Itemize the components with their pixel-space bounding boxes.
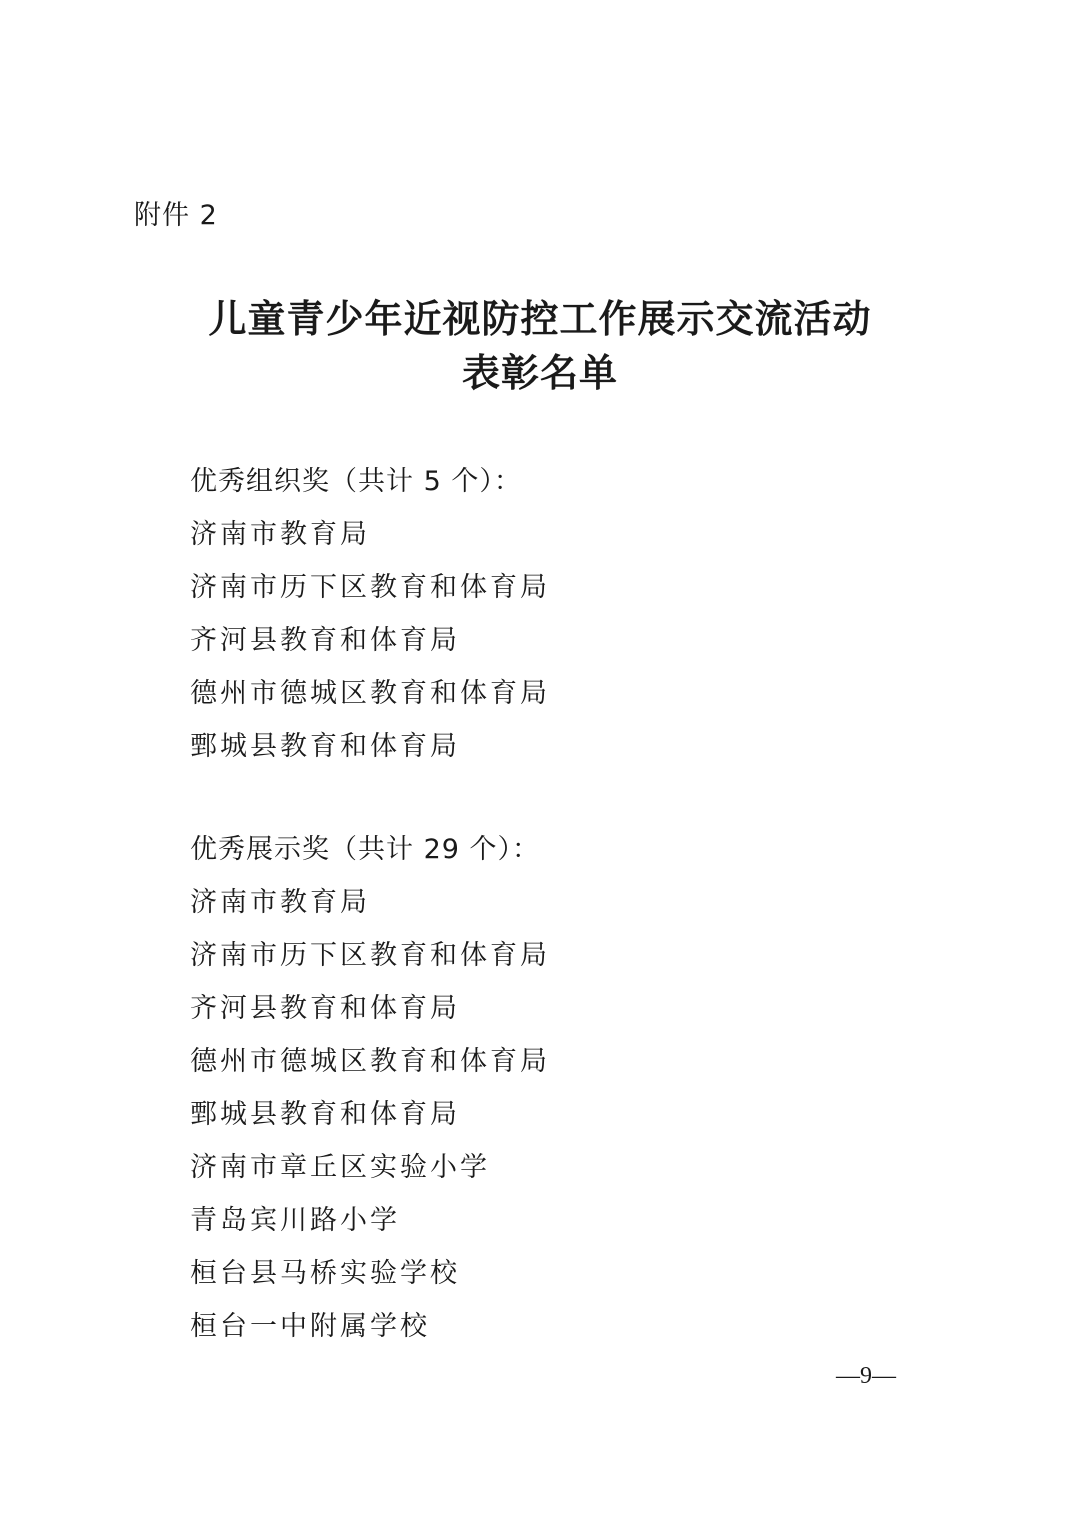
- section-heading: 优秀组织奖（共计 5 个）：: [190, 466, 522, 497]
- page-number: —9—: [836, 1363, 896, 1389]
- section-heading: 优秀展示奖（共计 29 个）：: [190, 834, 541, 865]
- list-item: 济南市历下区教育和体育局: [190, 572, 550, 603]
- section-organization-award: [190, 463, 550, 781]
- list-item: 济南市章丘区实验小学: [190, 1152, 490, 1183]
- document-title: [0, 292, 1080, 400]
- list-item: 齐河县教育和体育局: [190, 625, 460, 656]
- award-list: [190, 884, 550, 1361]
- list-item: 桓台县马桥实验学校: [190, 1258, 460, 1289]
- list-item: 济南市历下区教育和体育局: [190, 940, 550, 971]
- list-item: 青岛宾川路小学: [190, 1205, 400, 1236]
- list-item: 桓台一中附属学校: [190, 1311, 430, 1342]
- list-item: 济南市教育局: [190, 887, 370, 918]
- list-item: 齐河县教育和体育局: [190, 993, 460, 1024]
- list-item: 鄄城县教育和体育局: [190, 1099, 460, 1130]
- list-item: 济南市教育局: [190, 519, 370, 550]
- attachment-label: 附件 2: [134, 200, 218, 231]
- section-display-award: [190, 831, 550, 1361]
- award-list: [190, 516, 550, 781]
- title-line-1: 儿童青少年近视防控工作展示交流活动: [208, 296, 872, 341]
- list-item: 鄄城县教育和体育局: [190, 731, 460, 762]
- list-item: 德州市德城区教育和体育局: [190, 1046, 550, 1077]
- list-item: 德州市德城区教育和体育局: [190, 678, 550, 709]
- title-line-2: 表彰名单: [461, 350, 618, 395]
